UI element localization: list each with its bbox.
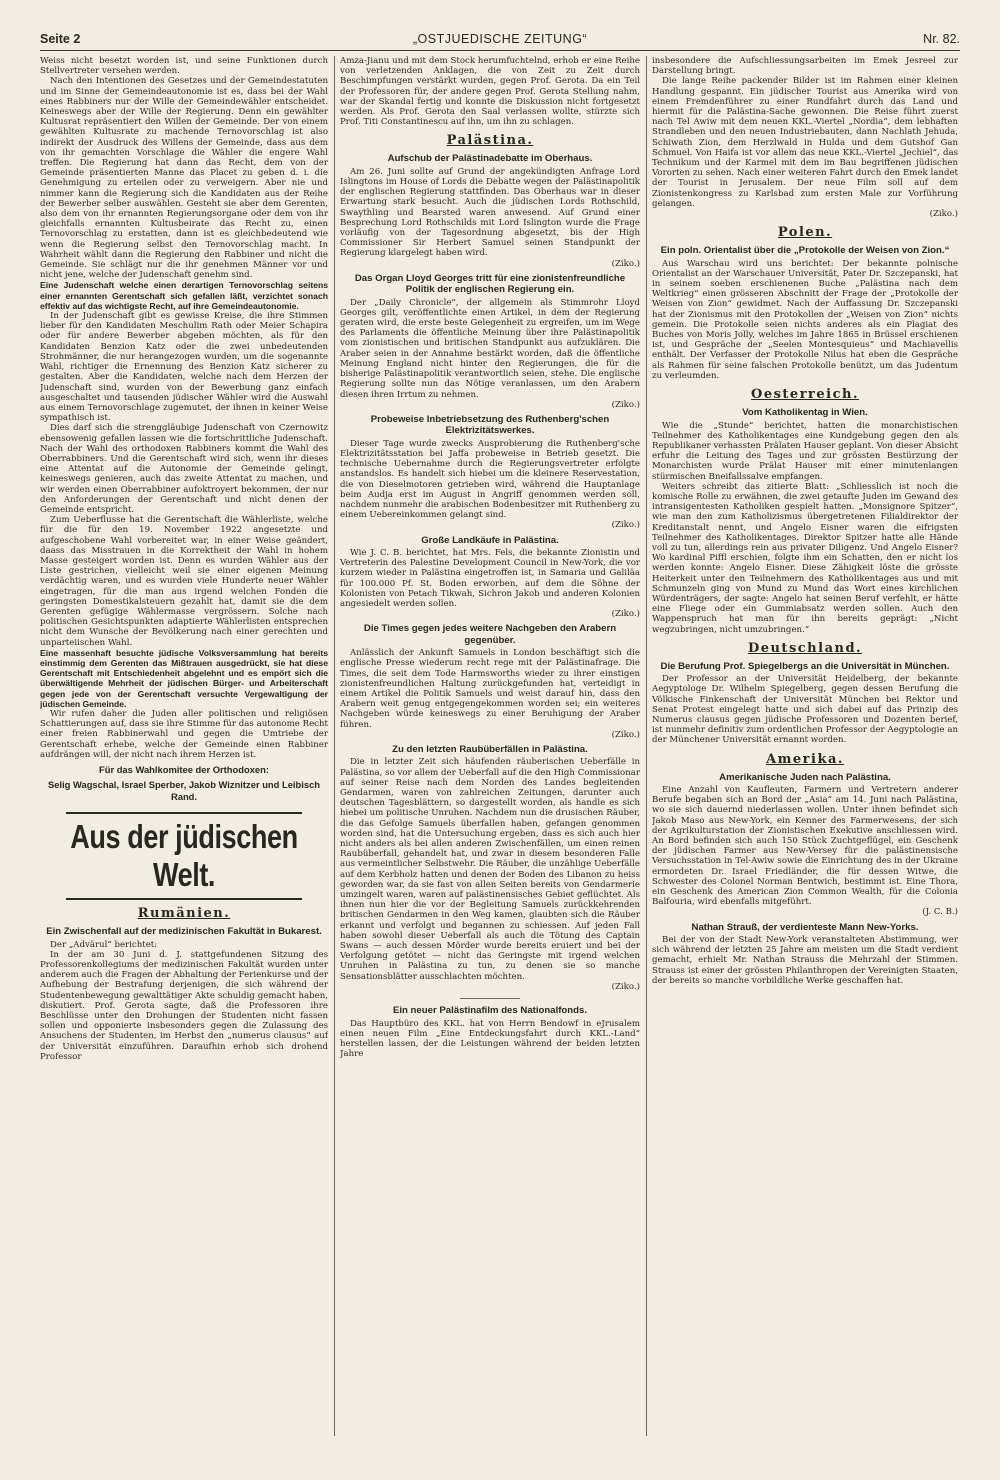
article-headline: Große Landkäufe in Palästina. xyxy=(421,534,559,546)
paragraph: Eine Anzahl von Kaufleuten, Farmern und Vertretern anderer Berufe begaben sich an Bord der „Asia“ am 14. Juni nach Palästina, wo sie sich dauernd niederlassen wollen. Unter ihnen befindet sich Jakob Maso aus New-York, ein Kenner des Farmerwesens, der sich der Agrikulturstation der Zionistischen Exekutive anschliessen wird. An Bord befinden sich auch 150 Stück Zuchtgeflügel, ein Geschenk der jüdischen Farmer aus New-Versey für die palästinensische Versuchsstation in Tel-Awiw sowie die Einrichtung des in der Ukraine ermordeten Dr. Israel Friedländer, die für dessen Witwe, die Schwester des Colonel Norman Bentwich, bestimmt ist. Eine Thora, ein Geschenk des American Zion Common Wealth, für die Colonia Balfouria, wird ebenfalls mitgeführt. xyxy=(652,785,958,908)
section-banner: Aus der jüdischen Welt. xyxy=(66,812,302,900)
paragraph: Der „Daily Chronicle“, der allgemein als Stimmrohr Lloyd Georges gilt, veröffentlichte einen Artikel, in dem der Regierung geraten wird, die erste beste Gelegenheit zu ergreifen, um im Wege des Parlaments die öffentliche Meinung über ihre Palästinapolitik vom zionistischen und britischen Standpunkt aus aufzuklären. Die Araber seien in der Annahme bestärkt worden, daß die öffentliche Meinung England nicht hinter den Regierungen, die für die bisherige Palästinapolitik verantwortlich seien, stehe. Die englische Regierung sollte nun das Nötige veranlassen, um den Arabern diesen ihren Irrtum zu nehmen. xyxy=(340,297,640,400)
paragraph: Bei der von der Stadt New-York veranstalteten Abstimmung, wer sich während der letzten 25 Jahre am meisten um die Stadt verdient gemacht, erhielt Mr. Nathan Strauss die Mehrzahl der Stimmen. Strauss ist einer der grössten Philanthropen der Vereinigten Staaten, der bereits so manche vorbildliche Werke geschaffen hat. xyxy=(652,935,958,986)
paragraph: insbesondere die Aufschliessungsarbeiten im Emek Jesreel zur Darstellung bringt. xyxy=(652,56,958,77)
source-credit: (Ziko.) xyxy=(611,258,640,269)
column-middle xyxy=(340,56,640,1436)
issue-number: Nr. 82. xyxy=(923,32,960,46)
section-heading-polen: Polen. xyxy=(777,225,833,241)
paragraph: Aus Warschau wird uns berichtet: Der bekannte polnische Orientalist an der Warschauer Universität, Pater Dr. Szczepanski, hat in seinem soeben erschienenen Buche „Palästina nach dem Weltkrieg“ einen grösseren Abschnitt der Frage der „Protokolle der Weisen von Zion“ gewidmet. Nach der Auffassung Dr. Szczepanski hat der Zionismus mit den Protokollen der „Weisen von Zion“ nichts gemein. Die Protokolle seien nichts anderes als ein Plagiat des Buches von Moris Jolly, welches im Jahre 1865 in Brüssel erschienen ist, und Gespräche der „Seelen Montesquieus“ und Machiavellis enthält. Der Verfasser der Protokolle Nilus hat eben die Gespräche als Rahmen für seine falschen Protokolle benützt, um das Judentum zu verleumden. xyxy=(652,258,958,381)
source-credit: (Ziko.) xyxy=(611,520,640,531)
source-credit: (Ziko.) xyxy=(611,399,640,410)
paragraph: Weiss nicht besetzt worden ist, und seine Funktionen durch Stellvertreter versehen werden. xyxy=(40,56,328,77)
paragraph: Das Hauptbüro des KKL. hat von Herrn Bendowf in eJrusalem einen neuen Film „Eine Entdeckungsfahrt durch KKL.-Land“ herstellen lassen, der die Leistungen während der beiden letzten Jahre xyxy=(340,1018,640,1060)
paragraph: Am 26. Juni sollte auf Grund der angekündigten Anfrage Lord Islingtons im House of Lords die Debatte wegen der Palästinapolitik der englischen Regierung stattfinden. Das Oberhaus war in dieser Erwartung stark besucht. Auch die jüdischen Lords Rothschild, Swaythling und Bearsted waren anwesend. Auf Grund einer Besprechung Lord Rothschilds mit Lord Islington wurde die Frage vorläufig von der Tagesordnung abgesetzt, bis der High Commissioner Sir Herbert Samuel seinen Standpunkt der Regierung klargelegt haben wird. xyxy=(340,166,640,259)
page-header xyxy=(40,28,960,51)
article-headline: Ein neuer Palästinafilm des Nationalfonds. xyxy=(392,1005,588,1017)
source-credit: (Ziko.) xyxy=(929,209,958,220)
paragraph: In der Judenschaft gibt es gewisse Kreise, die ihre Stimmen lieber für den Kandidaten Meschulim Rath oder Meier Schapira oder für andere Bewerber abgeben möchten, als für den Kandidaten Benzion Katz oder die zwei unbedeutenden Strohmänner, die nur herangezogen wurden, um die sogenannte Wahl, richtiger die Ernennung des Benzion Katz sicherer zu gestalten. Aber die Kandidaten, welche nach dem Herzen der Judenschaft sind, wurden von der Bewerbung ganz einfach ausgeschaltet und tausenden jüdischer Wähler wird die Auswahl aus einem Ternovorschlage zugemutet, der ihnen in keiner Weise sympathisch ist. xyxy=(40,311,328,424)
column-right xyxy=(652,56,958,1436)
article-headline: Die Berufung Prof. Spiegelbergs an die Universität in München. xyxy=(660,660,950,672)
paragraph: Weiters schreibt das zitierte Blatt: „Schliesslich ist noch die komische Rolle zu erwähnen, die zwei getaufte Juden im Gewand des intransigentesten Katholiken gespielt hatten. „Monsignore Spitzer“, wie man den zum Katholizismus übergetretenen Filialdirektor der Kreditanstalt nennt, und Angelo Eisner waren die eifrigsten Teilnehmer des Katholikentages. Direktor Spitzer hatte alle Hände voll zu tun, allerdings rein aus privater Diligenz. Und Angelo Eisner? Wo kardinal Piffl erschien, folgte ihm ein Schatten, den er nicht los werden konnte: Angelo Eisner. Diese Zähigkeit löste die grösste Heiterkeit unter den Teilnehmern des Katholikentages aus und mit Schmunzeln ging von Mund zu Mund das Wort eines kirchlichen Würdenträgers, der sagte: Angelo hat seinen Beruf verfehlt, er hätte eine Fliege oder ein Gummiabsatz werden sollen. Auch den Wappenspruch hat man für ihn bereits geprägt: „Nicht wegzubringen, nicht umzubringen.“ xyxy=(652,481,958,635)
signatories: Selig Wagschal, Israel Sperber, Jakob Wiznitzer und Leibisch Rand. xyxy=(47,779,321,802)
paragraph: Dieser Tage wurde zwecks Ausprobierung die Ruthenberg'sche Elektrizitätsstation bei Jaffa probeweise in Betrieb gesetzt. Die technische Uebernahme durch die Regierungsvertreter erfolgte anstandslos. Es handelt sich hiebei um die kleinere Reservestation, die von Dieselmotoren getrieben wird, während die Hauptanlage beim Audja erst im August in Angriff genommen werden soll, nachdem nunmehr die arabischen Bodenbesitzer mit Ruthenberg zu einem Uebereinkommen gelangt sind. xyxy=(340,438,640,521)
paragraph: Wir rufen daher die Juden aller politischen und religiösen Schattierungen auf, dass sie ihre Stimme für das autonome Recht einer freien Rabbinerwahl und gegen die Umtriebe der Gerentschaft erhebe, welche der Gemeinde einen Rabbiner aufdrängen will, der nicht nach ihrem Herzen ist. xyxy=(40,709,328,760)
article-headline: Amerikanische Juden nach Palästina. xyxy=(719,771,891,783)
paragraph: Der Professor an der Universität Heidelberg, der bekannte Aegyptologe Dr. Wilhelm Spiegelberg, gegen dessen Berufung die Völkische Finkenschaft der Universität München bei Rektor und Senat Protest eingelegt hatte und sich dabei auf das Prinzip des Numerus clausus gegen jüdische Professoren und Dozenten berief, ist nunmehr definitiv zum ordentlichen Professor der Aegyptologie an der Münchener Universität ernannt worden. xyxy=(652,674,958,746)
page-number: Seite 2 xyxy=(40,32,81,46)
paragraph: Anlässlich der Ankunft Samuels in London beschäftigt sich die englische Presse wiederum recht rege mit der Palästinafrage. Die Times, die seit dem Tode Harmsworths wieder zu ihrer einstigen zionistenfreundlichen Haltung zurückgefunden hat, verteidigt in einem Artikel die Politik Samuels und weist darauf hin, dass den Arabern weit genug entgegengekommen worden sei; ein weiteres Nachgeben würde keineswegs zu einer Beruhigung der Araber führen. xyxy=(340,648,640,730)
source-credit: (Ziko.) xyxy=(611,981,640,992)
article-headline: Aufschub der Palästinadebatte im Oberhaus. xyxy=(387,153,593,165)
column-divider xyxy=(334,56,335,1436)
paragraph: Die in letzter Zeit sich häufenden räuberischen Ueberfälle in Palästina, so vor allem der Ueberfall auf die den High Commissionar auf seiner Reise nach dem Norden des Landes begleitenden Gendarmen, waren von zahlreichen Zeitungen, darunter auch deutschen Tagesblättern, so dargestellt worden, als handle es sich hiebei um politische Unruhen. Nachdem nun die drusischen Räuber, die das Gefolge Samuels überfallen haben, gefangen genommen worden sind, hat die Untersuchung ergeben, dass es sich auch hier nicht anders als bei allen anderen Zwischenfällen, um einen reinen Raubüberfall, gehandelt hat, und zwar in diesem besonderen Falle aus vermeintlicher Selbstwehr. Die Räuber, die unzählige Ueberfälle auf dem Kerbholz hatten und denen der Boden des Libanon zu heiss geworden war, da sie fast von allen Seiten bereits von Gendarmerie umzingelt waren, waren auf palästinensisches Gebiet geflüchtet. Als ihnen nun hier die vor der Begleitung Samuels zurückkehrenden britischen Gendarmen in den Weg kamen, glaubten sich die Räuber erkannt und verfolgt und begannen zu schiessen. Auf jeden Fall haben sowohl dieser Ueberfall als auch die Tötung des Captain Swans — auch dessen Mörder wurde bereits eruiert und bei der Verfolgung getötet — nicht das Geringste mit irgend welchen Unruhen in Palästina zu tun, zu denen sie so manche Sensationsblätter ausschlachten möchten. xyxy=(340,757,640,982)
section-heading-palaestina: Palästina. xyxy=(446,133,534,149)
paragraph: Dies darf sich die strenggläubige Judenschaft von Czernowitz ebensowenig gefallen lassen wie die fortschrittliche Judenschaft. Nach der Wahl des orthodoxen Rabbiners kommt die Wahl des Oberrabbiners. Und die Gerentschaft wird sich, wenn ihr dieses eine Attentat auf die Autonomie der Gemeinde gelingt, keineswegs genieren, auch das zweite Attentat zu machen, und wir werden einen Oberrabbiner aufoktroyert bekommen, der nur den Anforderungen der Gerentschaft und nicht denen der Gemeinde entspricht. xyxy=(40,423,328,515)
committee-line: Für das Wahlkomitee der Orthodoxen: xyxy=(99,764,269,776)
source-credit: (J. C. B.) xyxy=(922,907,958,918)
newspaper-title: „OSTJUEDISCHE ZEITUNG“ xyxy=(412,32,588,46)
article-headline: Das Organ Lloyd Georges tritt für eine zionistenfreundliche Politik der englischen Regierung ein. xyxy=(354,272,626,296)
article-headline: Die Times gegen jedes weitere Nachgeben den Arabern gegenüber. xyxy=(363,623,617,646)
paragraph: Zum Ueberflusse hat die Gerentschaft die Wählerliste, welche für die für den 19. November 1922 angesetzte und aufgeschobene Wahl vorbereitet war, in einer Weise geändert, daass das Misstrauen in die Korrektheit der Wahl in hohem Masse gesteigert worden ist. Denn es wurden Wähler aus der Liste gestrichen, vielleicht weil sie einer eigenen Meinung verdächtig waren, und es wurden viele Hunderte neuer Wähler eingetragen, für die man aus irgend welchen Fonden die geringsten Domestikalsteuern gezahlt hat, damit sie die dem Gerenten gefügige Wählermasse vergrössern. Solche nach politischen Gesichtspunkten adaptierte Wählerlisten entsprechen nicht dem Wunsche der Bevölkerung nach einer gerechten und unparteiischen Wahl. xyxy=(40,515,328,648)
column-left xyxy=(40,56,328,1436)
section-heading-rumaenien: Rumänien. xyxy=(137,906,231,922)
paragraph: Die lange Reihe packender Bilder ist im Rahmen einer kleinen Handlung gespannt. Ein jüdischer Tourist aus Amerika wird von einem Fremdenführer zu einer Rundfahrt durch das Land und hiermit für die Palästina-Sache gewonnen. Die Reise führt zuerst nach Tel Awiw mit dem neuen KKL.-Viertel „Nordia“, dem lebhaften Strandleben und den neuen Industriebauten, dann Nachlath Jehuda, Schiwath Zion, dem Herzlwald in Hulda und dem Gutshof Gan Schmuel. Von Haifa ist vor allem das neue KKL.-Viertel „Jechiel“, das Technikum und der Karmel mit dem im Bau begriffenen jüdischen Vororten zu sehen. Nach einer weiteren Fahrt durch den Emek landet der Tourist in Jerusalem. Der neue Film soll auf dem Zionistenkongress zu Karlsbad zum ersten Male zur Vorführung gelangen. xyxy=(652,76,958,209)
article-headline: Ein poln. Orientalist über die „Protokolle der Weisen von Zion.“ xyxy=(660,245,950,257)
paragraph: Amza-Jianu und mit dem Stock herumfuchtelnd, erhob er eine Reihe von verletzenden Anklagen, die von Zeit zu Zeit durch Beschimpfungen verstärkt wurden, gegen Prof. Gerota. Da ein Teil der Professoren für, der andere gegen Prof. Gerota Stellung nahm, war der Skandal fertig und konnte die Diskussion nicht fortgesetzt werden. Als Prof. Gerota den Saal verlassen wollte, stürzte sich Prof. Titi Constantinescu auf ihn, um ihn zu schlagen. xyxy=(340,56,640,128)
article-headline: Ein Zwischenfall auf der medizinischen Fakultät in Bukarest. xyxy=(46,926,322,938)
paragraph-bold: Eine Judenschaft welche einen derartigen Ternovorschlag seitens einer ernannten Gerentschaft sich gefallen läßt, verzichtet sonach effektiv auf das wichtigste Recht, auf ihre Gemeindeautonomie. xyxy=(40,280,328,311)
section-heading-oesterreich: Oesterreich. xyxy=(751,387,859,403)
divider xyxy=(460,998,520,999)
paragraph: In der am 30 Juni d. J. stattgefundenen Sitzung des Professorenkollegiums der medizinischen Fakultät wurden unter anderem auch die Fragen der Abhaltung der Ferienkurse und der Aufhebung der Bestrafung derjenigen, die sich während der Studentenbewegung gewalttätiger Akte schuldig gemacht haben, diskutiert. Prof. Gerota sagte, daß die Professoren ihre Beschlüsse unter den Drohungen der Studenten nicht fassen sollen und opponierte insbesonders gegen die Zulassung des Ansuchens der Studenten, im Herbst den „numerus clausus“ auf der Universität einzuführen. Daraufhin erhob sich drohend Professor xyxy=(40,949,328,1062)
article-headline: Probeweise Inbetriebsetzung des Ruthenberg'schen Elektrizitätswerkes. xyxy=(370,413,610,437)
article-headline: Vom Katholikentag in Wien. xyxy=(742,407,868,419)
column-divider xyxy=(646,56,647,1436)
source-credit: (Ziko.) xyxy=(611,729,640,740)
article-headline: Nathan Strauß, der verdienteste Mann New-Yorks. xyxy=(691,921,919,933)
section-heading-amerika: Amerika. xyxy=(766,751,844,767)
paragraph: Der „Advärul“ berichtet: xyxy=(50,939,158,950)
paragraph-bold: Eine massenhaft besuchte jüdische Volksversammlung hat bereits einstimmig dem Gerenten das Mißtrauen ausgedrückt, sie hat diese Gerentschaft mit Entschiedenheit abgelehnt und es empört sich die überwältigende Mehrheit der jüdischen Bürger- und Arbeiterschaft gegen jede von der Gerentschaft versuchte Vergewaltigung der jüdischen Gemeinde. xyxy=(40,647,328,709)
paragraph: Wie die „Stunde“ berichtet, hatten die monarchistischen Teilnehmer des Katholikentages eine Kundgebung gegen den als Republikaner verhassten Prälaten Hauser geplant. Von dieser Absicht erfuhr die Leitung des Tages und zur grössten Bestürzung der Monarchisten wurde Prälat Hauser mit einer minutenlangen stürmischen Bneifallssalve empfangen. xyxy=(652,420,958,482)
source-credit: (Ziko.) xyxy=(611,609,640,620)
paragraph: Wie J. C. B. berichtet, hat Mrs. Fels, die bekannte Zionistin und Vertreterin des Palestine Development Council in New-York, die vor kurzem wieder in Palästina eingetroffen ist, in Samaria und Galiläa für 100.000 Pf. St. Boden erworben, auf dem die Söhne der Kolonisten von Petach Tikwah, Sichron Jakob und anderen Kolonien angesiedelt werden sollen. xyxy=(340,547,640,609)
section-heading-deutschland: Deutschland. xyxy=(747,640,863,656)
article-headline: Zu den letzten Raubüberfällen in Palästina. xyxy=(392,744,588,756)
paragraph: Nach den Intentionen des Gesetzes und der Gemeindestatuten und im Sinne der Gemeindeautonomie ist es, dass bei der Wahl eines Rabbiners nur der Wille der Gemeindewähler entscheidet. Keineswegs aber der Wille der Regierung. Denn ein gewählter Kultusrat repräsentiert den Willen der Gemeinde. Der von einem gewählten Kultusrate zu machende Ternovorschlag ist also indirekt der Ausdruck des Willens der Gemeinde, dass aus dem von ihr gemachten Vorschlage die Wähler die engere Wahl treffen. Die Regierung hat dann das Recht, dem von der Gemeinde präsentierten Manne das Placet zu geben d. i. die Genehmigung zu erteilen oder zu verweigern. Aber nie und nimmer kann die Regierung sich die Kandidaten aus der Reihe der Bewerber selber auswählen. Gesteht sie aber dem Gerenten, also dem von ihr ernannten Regierungsorgane oder dem von ihr gleichfalls ernannten Kultusbeirate das Recht zu, einen Ternovorschlag zu erstatten, dann ist es gleichbedeutend wie wenn die Regierung selbst den Ternovorschlag macht. In Wahrheit wählt dann die Regierung den Rabbiner und nicht die Gemeinde. Sie schlägt nur die ihr genehmen Männer vor und nicht jene, welche der Judenschaft genehm sind. xyxy=(40,76,328,281)
